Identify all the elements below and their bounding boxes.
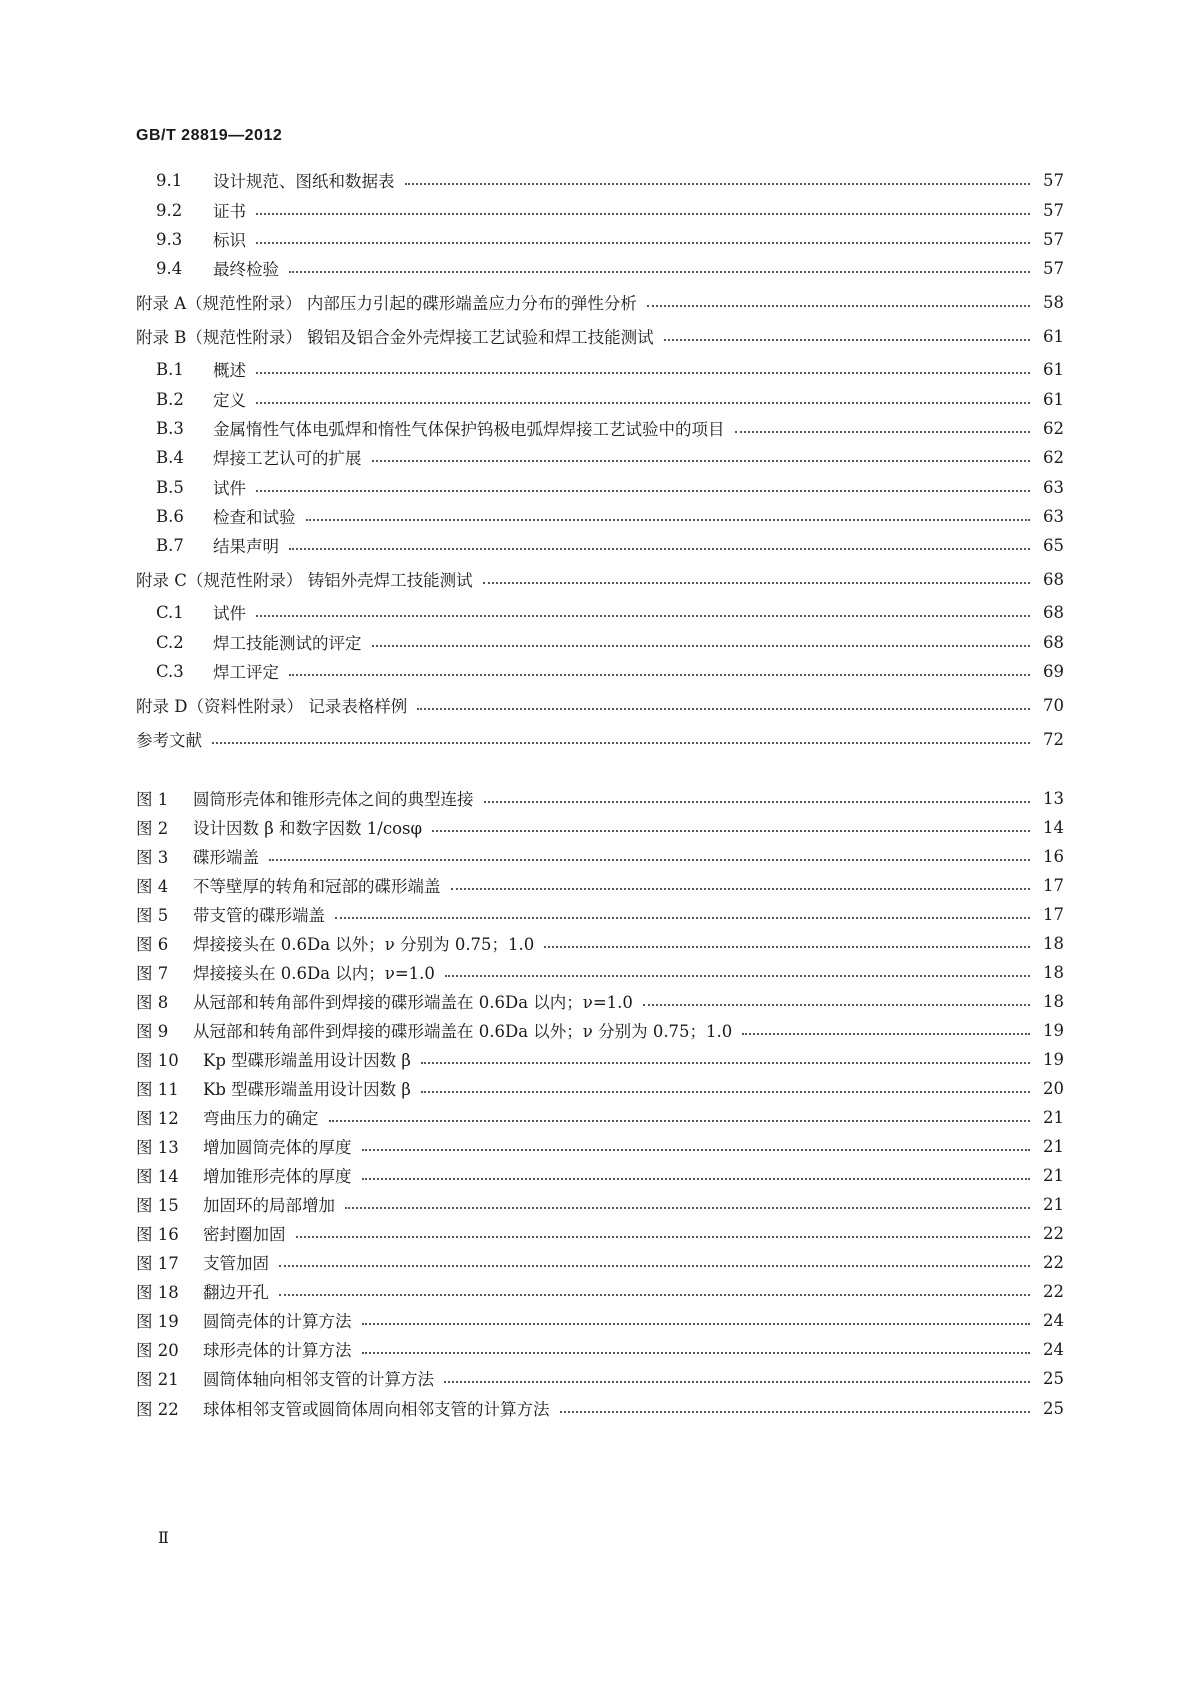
- toc-page-number: 68: [1043, 602, 1064, 622]
- dot-leader: [256, 615, 1030, 617]
- dot-leader: [306, 519, 1031, 521]
- figure-title: 圆筒壳体的计算方法: [203, 1312, 352, 1331]
- dot-leader: [296, 1236, 1031, 1238]
- toc-page-number: 57: [1043, 258, 1064, 278]
- dot-leader: [432, 830, 1030, 832]
- toc-entry[interactable]: [0, 600, 1191, 624]
- toc-page-number: 68: [1043, 569, 1064, 589]
- toc-page-number: 57: [1043, 200, 1064, 220]
- figure-number: 图 22: [136, 1400, 179, 1419]
- toc-page-number: 68: [1043, 632, 1064, 652]
- figure-number: 图 16: [136, 1225, 179, 1244]
- figure-title: 从冠部和转角部件到焊接的碟形端盖在 0.6Da 以外；ν 分别为 0.75；1.0: [193, 1022, 733, 1041]
- figure-entry[interactable]: [0, 1337, 1191, 1361]
- dot-leader: [544, 946, 1030, 948]
- dot-leader: [405, 183, 1031, 185]
- toc-page-number: 61: [1043, 359, 1064, 379]
- standard-code: GB/T 28819—2012: [136, 127, 283, 144]
- figure-title: Kb 型碟形端盖用设计因数 β: [203, 1080, 411, 1099]
- dot-leader: [289, 674, 1030, 676]
- figure-entry[interactable]: [0, 1192, 1191, 1216]
- figure-title: 碟形端盖: [193, 848, 259, 867]
- figure-number: 图 17: [136, 1254, 179, 1273]
- figure-title: 从冠部和转角部件到焊接的碟形端盖在 0.6Da 以内；ν=1.0: [193, 993, 633, 1012]
- dot-leader: [256, 213, 1030, 215]
- figure-entry[interactable]: [0, 1047, 1191, 1071]
- figure-title: 带支管的碟形端盖: [193, 906, 325, 925]
- toc-page-number: 62: [1043, 418, 1064, 438]
- toc-entry-number: B.2: [156, 389, 184, 409]
- toc-entry-title: 概述: [213, 361, 246, 380]
- figure-title: 设计因数 β 和数字因数 1/cosφ: [193, 819, 423, 838]
- figure-entry[interactable]: [0, 1163, 1191, 1187]
- dot-leader: [372, 645, 1031, 647]
- page-folio: Ⅱ: [158, 1528, 168, 1547]
- figure-title: 不等壁厚的转角和冠部的碟形端盖: [193, 877, 441, 896]
- figure-entry[interactable]: [0, 1076, 1191, 1100]
- figure-page-number: 19: [1043, 1049, 1064, 1069]
- figure-page-number: 22: [1043, 1281, 1064, 1301]
- toc-entry-title: 附录 D（资料性附录） 记录表格样例: [136, 697, 408, 716]
- figure-number: 图 11: [136, 1080, 179, 1099]
- figure-title: 加固环的局部增加: [203, 1196, 335, 1215]
- toc-entry[interactable]: [0, 357, 1191, 381]
- figure-page-number: 19: [1043, 1020, 1064, 1040]
- toc-entry[interactable]: [0, 727, 1191, 751]
- figure-title: 焊接接头在 0.6Da 以外；ν 分别为 0.75；1.0: [193, 935, 535, 954]
- toc-page-number: 57: [1043, 229, 1064, 249]
- figure-number: 图 2: [136, 819, 169, 838]
- figure-number: 图 4: [136, 877, 169, 896]
- toc-page-number: 61: [1043, 326, 1064, 346]
- figure-entry[interactable]: [0, 1018, 1191, 1042]
- dot-leader: [345, 1207, 1030, 1209]
- figure-page-number: 17: [1043, 875, 1064, 895]
- dot-leader: [445, 975, 1030, 977]
- figure-number: 图 10: [136, 1051, 179, 1070]
- dot-leader: [256, 242, 1030, 244]
- figure-number: 图 6: [136, 935, 169, 954]
- figure-number: 图 18: [136, 1283, 179, 1302]
- toc-entry[interactable]: [0, 416, 1191, 440]
- figure-page-number: 24: [1043, 1339, 1064, 1359]
- toc-entry-number: 9.4: [156, 258, 183, 278]
- dot-leader: [451, 888, 1031, 890]
- figure-number: 图 20: [136, 1341, 179, 1360]
- toc-entry-title: 附录 A（规范性附录） 内部压力引起的碟形端盖应力分布的弹性分析: [136, 294, 637, 313]
- dot-leader: [335, 917, 1030, 919]
- dot-leader: [256, 372, 1030, 374]
- toc-page-number: 72: [1043, 729, 1064, 749]
- figure-page-number: 22: [1043, 1223, 1064, 1243]
- figure-page-number: 21: [1043, 1194, 1064, 1214]
- figure-number: 图 1: [136, 790, 169, 809]
- toc-entry-number: B.5: [156, 477, 184, 497]
- dot-leader: [421, 1062, 1030, 1064]
- toc-page-number: 57: [1043, 170, 1064, 190]
- toc-entry-title: 焊接工艺认可的扩展: [213, 449, 362, 468]
- toc-entry[interactable]: [0, 475, 1191, 499]
- toc-entry-title: 最终检验: [213, 260, 279, 279]
- toc-entry[interactable]: [0, 387, 1191, 411]
- toc-entry-title: 定义: [213, 391, 246, 410]
- figure-title: 弯曲压力的确定: [203, 1109, 319, 1128]
- dot-leader: [664, 339, 1030, 341]
- figure-page-number: 25: [1043, 1398, 1064, 1418]
- toc-entry[interactable]: [0, 227, 1191, 251]
- dot-leader: [372, 460, 1031, 462]
- figure-number: 图 13: [136, 1138, 179, 1157]
- toc-entry[interactable]: [0, 168, 1191, 192]
- dot-leader: [483, 582, 1030, 584]
- figure-page-number: 20: [1043, 1078, 1064, 1098]
- dot-leader: [560, 1411, 1031, 1413]
- toc-entry-number: 9.2: [156, 200, 183, 220]
- toc-entry-number: B.6: [156, 506, 184, 526]
- figure-number: 图 7: [136, 964, 169, 983]
- figure-title: 球形壳体的计算方法: [203, 1341, 352, 1360]
- toc-entry-number: 9.3: [156, 229, 183, 249]
- figure-title: 焊接接头在 0.6Da 以内；ν=1.0: [193, 964, 435, 983]
- toc-page-number: 61: [1043, 389, 1064, 409]
- toc-entry-title: 证书: [213, 202, 246, 221]
- figure-page-number: 21: [1043, 1165, 1064, 1185]
- toc-entry[interactable]: [0, 256, 1191, 280]
- figure-number: 图 15: [136, 1196, 179, 1215]
- dot-leader: [289, 271, 1030, 273]
- figure-title: 圆筒体轴向相邻支管的计算方法: [203, 1370, 434, 1389]
- dot-leader: [417, 708, 1030, 710]
- figure-entry[interactable]: [0, 873, 1191, 897]
- toc-entry-number: B.4: [156, 447, 184, 467]
- figure-page-number: 14: [1043, 817, 1064, 837]
- figure-page-number: 21: [1043, 1136, 1064, 1156]
- figure-entry[interactable]: [0, 786, 1191, 810]
- toc-entry-title: 检查和试验: [213, 508, 296, 527]
- toc-entry-title: 附录 C（规范性附录） 铸铝外壳焊工技能测试: [136, 571, 473, 590]
- figure-page-number: 18: [1043, 991, 1064, 1011]
- toc-entry-title: 标识: [213, 231, 246, 250]
- dot-leader: [269, 859, 1030, 861]
- dot-leader: [643, 1004, 1030, 1006]
- figure-entry[interactable]: [0, 1250, 1191, 1274]
- toc-entry-number: 9.1: [156, 170, 183, 190]
- figure-title: 密封圈加固: [203, 1225, 286, 1244]
- toc-entry-number: B.7: [156, 535, 184, 555]
- figure-number: 图 3: [136, 848, 169, 867]
- figure-entry[interactable]: [0, 989, 1191, 1013]
- dot-leader: [362, 1178, 1031, 1180]
- dot-leader: [279, 1294, 1030, 1296]
- toc-page-number: 58: [1043, 292, 1064, 312]
- toc-entry-title: 结果声明: [213, 537, 279, 556]
- toc-entry-number: C.3: [156, 661, 184, 681]
- figure-page-number: 16: [1043, 846, 1064, 866]
- figure-entry[interactable]: [0, 1105, 1191, 1129]
- toc-entry[interactable]: [0, 198, 1191, 222]
- dot-leader: [289, 548, 1030, 550]
- toc-entry-title: 金属惰性气体电弧焊和惰性气体保护钨极电弧焊焊接工艺试验中的项目: [213, 420, 725, 439]
- toc-entry[interactable]: [0, 290, 1191, 314]
- toc-entry[interactable]: [0, 693, 1191, 717]
- figure-page-number: 13: [1043, 788, 1064, 808]
- figure-page-number: 24: [1043, 1310, 1064, 1330]
- toc-entry[interactable]: [0, 504, 1191, 528]
- toc-entry-title: 焊工评定: [213, 663, 279, 682]
- toc-entry-title: 试件: [213, 604, 246, 623]
- figure-entry[interactable]: [0, 844, 1191, 868]
- figure-entry[interactable]: [0, 902, 1191, 926]
- dot-leader: [444, 1381, 1030, 1383]
- dot-leader: [329, 1120, 1031, 1122]
- dot-leader: [362, 1352, 1031, 1354]
- figure-entry[interactable]: [0, 815, 1191, 839]
- toc-entry[interactable]: [0, 630, 1191, 654]
- figure-title: 增加锥形壳体的厚度: [203, 1167, 352, 1186]
- figure-entry[interactable]: [0, 1134, 1191, 1158]
- toc-entry-title: 附录 B（规范性附录） 锻铝及铝合金外壳焊接工艺试验和焊工技能测试: [136, 328, 654, 347]
- figure-entry[interactable]: [0, 1396, 1191, 1420]
- figure-page-number: 25: [1043, 1368, 1064, 1388]
- figure-entry[interactable]: [0, 960, 1191, 984]
- toc-page-number: 62: [1043, 447, 1064, 467]
- toc-entry-number: B.1: [156, 359, 184, 379]
- figure-number: 图 5: [136, 906, 169, 925]
- figure-entry[interactable]: [0, 1221, 1191, 1245]
- figure-title: 球体相邻支管或圆筒体周向相邻支管的计算方法: [203, 1400, 550, 1419]
- figure-title: 增加圆筒壳体的厚度: [203, 1138, 352, 1157]
- dot-leader: [484, 801, 1031, 803]
- toc-entry-title: 参考文献: [136, 731, 202, 750]
- figure-page-number: 22: [1043, 1252, 1064, 1272]
- figure-page-number: 17: [1043, 904, 1064, 924]
- toc-entry-title: 焊工技能测试的评定: [213, 634, 362, 653]
- toc-entry[interactable]: [0, 324, 1191, 348]
- figure-title: 支管加固: [203, 1254, 269, 1273]
- toc-entry[interactable]: [0, 533, 1191, 557]
- toc-page-number: 69: [1043, 661, 1064, 681]
- figure-number: 图 8: [136, 993, 169, 1012]
- toc-entry-number: B.3: [156, 418, 184, 438]
- toc-entry-title: 设计规范、图纸和数据表: [213, 172, 395, 191]
- dot-leader: [362, 1323, 1031, 1325]
- figure-entry[interactable]: [0, 1366, 1191, 1390]
- figure-page-number: 18: [1043, 933, 1064, 953]
- toc-page-number: 65: [1043, 535, 1064, 555]
- figure-number: 图 14: [136, 1167, 179, 1186]
- dot-leader: [256, 490, 1030, 492]
- toc-entry-title: 试件: [213, 479, 246, 498]
- dot-leader: [212, 742, 1030, 744]
- dot-leader: [421, 1091, 1030, 1093]
- toc-entry-number: C.2: [156, 632, 184, 652]
- dot-leader: [362, 1149, 1031, 1151]
- toc-entry[interactable]: [0, 445, 1191, 469]
- dot-leader: [742, 1033, 1030, 1035]
- toc-entry-number: C.1: [156, 602, 184, 622]
- figure-number: 图 12: [136, 1109, 179, 1128]
- toc-page-number: 70: [1043, 695, 1064, 715]
- figure-number: 图 21: [136, 1370, 179, 1389]
- dot-leader: [647, 305, 1030, 307]
- toc-page-number: 63: [1043, 477, 1064, 497]
- toc-page-number: 63: [1043, 506, 1064, 526]
- figure-title: Kp 型碟形端盖用设计因数 β: [203, 1051, 411, 1070]
- dot-leader: [279, 1265, 1030, 1267]
- toc-entry[interactable]: [0, 567, 1191, 591]
- dot-leader: [735, 431, 1031, 433]
- figure-entry[interactable]: [0, 1308, 1191, 1332]
- figure-title: 圆筒形壳体和锥形壳体之间的典型连接: [193, 790, 474, 809]
- figure-number: 图 9: [136, 1022, 169, 1041]
- figure-entry[interactable]: [0, 931, 1191, 955]
- dot-leader: [256, 402, 1030, 404]
- toc-entry[interactable]: [0, 659, 1191, 683]
- figure-title: 翻边开孔: [203, 1283, 269, 1302]
- figure-page-number: 18: [1043, 962, 1064, 982]
- figure-page-number: 21: [1043, 1107, 1064, 1127]
- figure-number: 图 19: [136, 1312, 179, 1331]
- figure-entry[interactable]: [0, 1279, 1191, 1303]
